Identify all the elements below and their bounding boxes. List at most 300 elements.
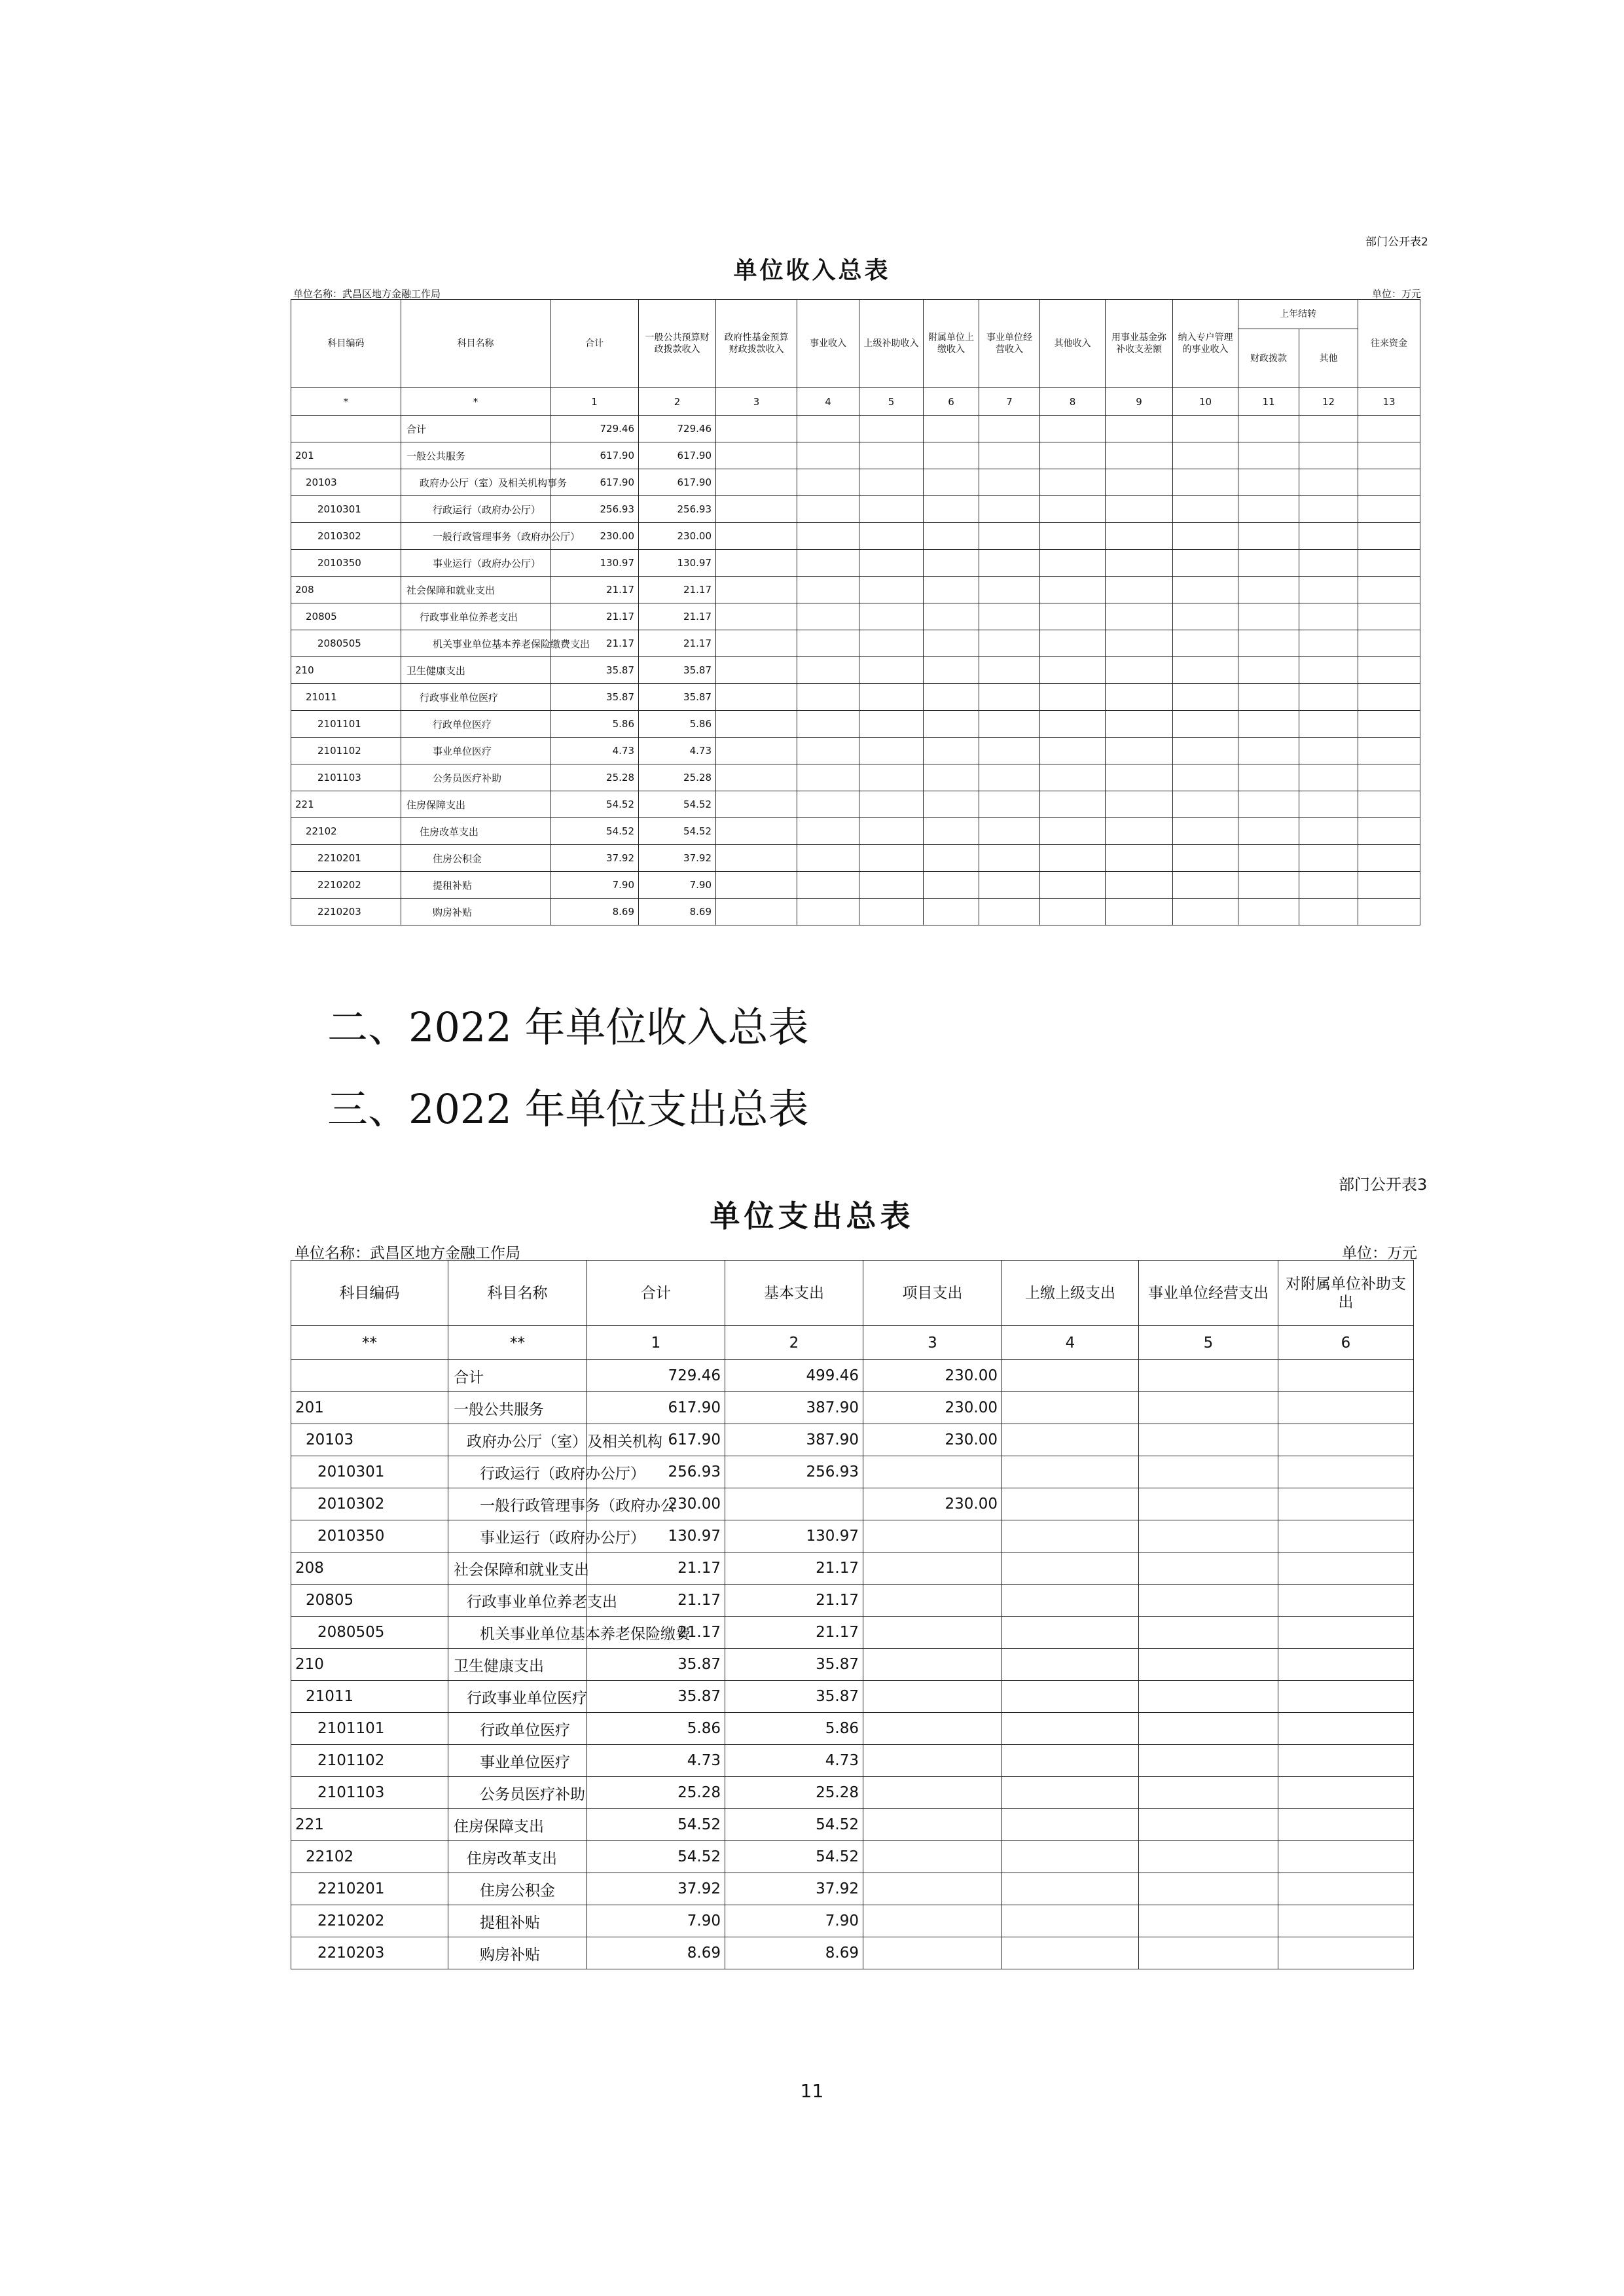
code-cell: 21011	[291, 684, 401, 711]
empty-cell	[1002, 1488, 1139, 1520]
project-cell	[863, 1649, 1002, 1681]
t1-header-total: 合计	[550, 300, 639, 388]
empty-cell	[1173, 550, 1238, 577]
name-cell: 事业运行（政府办公厅）	[401, 550, 550, 577]
empty-cell	[1002, 1649, 1139, 1681]
t1-header-group: 上年结转	[1238, 300, 1358, 329]
t2-index-row	[291, 1326, 1414, 1360]
table-row	[291, 469, 1420, 496]
name-cell: 一般行政管理事务（政府办公厅）	[401, 523, 550, 550]
empty-cell	[797, 603, 859, 630]
empty-cell	[1238, 469, 1299, 496]
empty-cell	[1238, 791, 1299, 818]
t2-header-total: 合计	[587, 1261, 725, 1326]
empty-cell	[979, 442, 1040, 469]
project-cell	[863, 1745, 1002, 1777]
empty-cell	[1278, 1585, 1414, 1617]
empty-cell	[1299, 899, 1358, 925]
empty-cell	[979, 577, 1040, 603]
empty-cell	[1106, 577, 1173, 603]
table-row	[291, 1360, 1414, 1392]
empty-cell	[1299, 657, 1358, 684]
name-cell: 购房补贴	[448, 1937, 587, 1969]
empty-cell	[1358, 872, 1420, 899]
t2-header-project: 项目支出	[863, 1261, 1002, 1326]
empty-cell	[716, 845, 797, 872]
empty-cell	[1299, 416, 1358, 442]
total-cell: 729.46	[550, 416, 639, 442]
t1-index-cell: *	[291, 388, 401, 416]
table2-unit: 单位：万元	[1342, 1245, 1417, 1262]
empty-cell	[1106, 711, 1173, 738]
empty-cell	[1358, 684, 1420, 711]
empty-cell	[1358, 899, 1420, 925]
general-budget-cell: 21.17	[639, 577, 716, 603]
table-row	[291, 496, 1420, 523]
basic-cell: 54.52	[725, 1809, 863, 1841]
total-cell: 130.97	[550, 550, 639, 577]
empty-cell	[924, 603, 979, 630]
empty-cell	[716, 711, 797, 738]
empty-cell	[1040, 657, 1106, 684]
empty-cell	[859, 872, 924, 899]
table1-unit: 单位：万元	[1372, 288, 1422, 300]
general-budget-cell: 54.52	[639, 791, 716, 818]
total-cell: 21.17	[550, 577, 639, 603]
empty-cell	[979, 711, 1040, 738]
empty-cell	[1238, 416, 1299, 442]
code-cell: 20805	[291, 603, 401, 630]
t1-header-c9: 用事业基金弥补收支差额	[1106, 300, 1173, 388]
empty-cell	[924, 496, 979, 523]
code-cell: 2210201	[291, 1873, 448, 1905]
empty-cell	[979, 657, 1040, 684]
empty-cell	[1040, 684, 1106, 711]
empty-cell	[924, 872, 979, 899]
table-row	[291, 1713, 1414, 1745]
basic-cell: 7.90	[725, 1905, 863, 1937]
name-cell: 社会保障和就业支出	[448, 1552, 587, 1585]
basic-cell	[725, 1488, 863, 1520]
code-cell: 2101101	[291, 711, 401, 738]
code-cell: 221	[291, 1809, 448, 1841]
empty-cell	[1139, 1809, 1278, 1841]
total-cell: 230.00	[550, 523, 639, 550]
empty-cell	[1173, 845, 1238, 872]
name-cell: 提租补贴	[401, 872, 550, 899]
total-cell: 25.28	[550, 764, 639, 791]
empty-cell	[797, 845, 859, 872]
name-cell: 行政运行（政府办公厅）	[448, 1456, 587, 1488]
table1-title: 单位收入总表	[733, 257, 891, 284]
empty-cell	[1106, 764, 1173, 791]
name-cell: 行政运行（政府办公厅）	[401, 496, 550, 523]
empty-cell	[979, 845, 1040, 872]
general-budget-cell: 21.17	[639, 630, 716, 657]
empty-cell	[1238, 523, 1299, 550]
code-cell: 2101102	[291, 1745, 448, 1777]
empty-cell	[859, 469, 924, 496]
empty-cell	[1002, 1905, 1139, 1937]
empty-cell	[1278, 1552, 1414, 1585]
empty-cell	[1139, 1520, 1278, 1552]
table-row	[291, 1552, 1414, 1585]
project-cell	[863, 1873, 1002, 1905]
name-cell: 公务员医疗补助	[401, 764, 550, 791]
empty-cell	[1358, 657, 1420, 684]
t1-header-c13: 往来资金	[1358, 300, 1420, 388]
empty-cell	[1173, 442, 1238, 469]
table-row	[291, 845, 1420, 872]
total-cell: 8.69	[587, 1937, 725, 1969]
empty-cell	[924, 818, 979, 845]
total-cell: 729.46	[587, 1360, 725, 1392]
empty-cell	[1299, 872, 1358, 899]
code-cell	[291, 416, 401, 442]
empty-cell	[797, 630, 859, 657]
empty-cell	[1173, 738, 1238, 764]
project-cell: 230.00	[863, 1424, 1002, 1456]
code-cell: 208	[291, 1552, 448, 1585]
empty-cell	[1002, 1392, 1139, 1424]
total-cell: 25.28	[587, 1777, 725, 1809]
empty-cell	[859, 630, 924, 657]
empty-cell	[1299, 818, 1358, 845]
empty-cell	[1106, 738, 1173, 764]
empty-cell	[1278, 1809, 1414, 1841]
project-cell	[863, 1585, 1002, 1617]
empty-cell	[1106, 845, 1173, 872]
table2-title: 单位支出总表	[710, 1198, 914, 1234]
table-row	[291, 738, 1420, 764]
t2-index-cell: 5	[1139, 1326, 1278, 1360]
general-budget-cell: 37.92	[639, 845, 716, 872]
total-cell: 4.73	[587, 1745, 725, 1777]
code-cell: 2080505	[291, 1617, 448, 1649]
table2-tag: 部门公开表3	[1339, 1175, 1428, 1194]
table-row	[291, 1520, 1414, 1552]
empty-cell	[1358, 496, 1420, 523]
basic-cell: 21.17	[725, 1585, 863, 1617]
general-budget-cell: 4.73	[639, 738, 716, 764]
empty-cell	[1299, 711, 1358, 738]
empty-cell	[979, 523, 1040, 550]
section-heading-2: 二、2022 年单位收入总表	[327, 1003, 809, 1051]
empty-cell	[797, 684, 859, 711]
name-cell: 购房补贴	[401, 899, 550, 925]
empty-cell	[1040, 603, 1106, 630]
table-row	[291, 872, 1420, 899]
general-budget-cell: 256.93	[639, 496, 716, 523]
empty-cell	[1106, 469, 1173, 496]
empty-cell	[1358, 711, 1420, 738]
empty-cell	[1002, 1424, 1139, 1456]
table1-tag: 部门公开表2	[1365, 236, 1428, 249]
table-row	[291, 1809, 1414, 1841]
empty-cell	[1139, 1552, 1278, 1585]
total-cell: 21.17	[587, 1585, 725, 1617]
empty-cell	[1238, 684, 1299, 711]
basic-cell: 25.28	[725, 1777, 863, 1809]
empty-cell	[1106, 872, 1173, 899]
empty-cell	[859, 845, 924, 872]
empty-cell	[1358, 603, 1420, 630]
table-row	[291, 764, 1420, 791]
empty-cell	[859, 603, 924, 630]
code-cell: 210	[291, 1649, 448, 1681]
empty-cell	[1002, 1360, 1139, 1392]
table-row	[291, 1649, 1414, 1681]
t1-index-cell: 13	[1358, 388, 1420, 416]
table-row	[291, 684, 1420, 711]
empty-cell	[797, 899, 859, 925]
empty-cell	[1358, 845, 1420, 872]
table-row	[291, 1585, 1414, 1617]
general-budget-cell: 21.17	[639, 603, 716, 630]
empty-cell	[716, 523, 797, 550]
project-cell	[863, 1617, 1002, 1649]
empty-cell	[924, 791, 979, 818]
empty-cell	[716, 577, 797, 603]
t1-header-c5: 上级补助收入	[859, 300, 924, 388]
t2-header-basic: 基本支出	[725, 1261, 863, 1326]
empty-cell	[797, 469, 859, 496]
empty-cell	[1173, 872, 1238, 899]
empty-cell	[1299, 550, 1358, 577]
empty-cell	[1139, 1905, 1278, 1937]
basic-cell: 37.92	[725, 1873, 863, 1905]
empty-cell	[797, 791, 859, 818]
project-cell	[863, 1937, 1002, 1969]
empty-cell	[859, 550, 924, 577]
code-cell: 2101103	[291, 764, 401, 791]
empty-cell	[1238, 442, 1299, 469]
empty-cell	[1299, 764, 1358, 791]
empty-cell	[1358, 818, 1420, 845]
name-cell: 卫生健康支出	[401, 657, 550, 684]
name-cell: 住房保障支出	[401, 791, 550, 818]
empty-cell	[797, 577, 859, 603]
empty-cell	[1358, 791, 1420, 818]
name-cell: 行政单位医疗	[401, 711, 550, 738]
table-row	[291, 711, 1420, 738]
total-cell: 37.92	[587, 1873, 725, 1905]
empty-cell	[1002, 1841, 1139, 1873]
empty-cell	[979, 416, 1040, 442]
basic-cell: 499.46	[725, 1360, 863, 1392]
empty-cell	[1002, 1713, 1139, 1745]
empty-cell	[979, 550, 1040, 577]
empty-cell	[1299, 791, 1358, 818]
empty-cell	[979, 738, 1040, 764]
empty-cell	[1040, 469, 1106, 496]
empty-cell	[1173, 469, 1238, 496]
empty-cell	[1278, 1713, 1414, 1745]
t2-index-cell: 3	[863, 1326, 1002, 1360]
t1-index-cell: 9	[1106, 388, 1173, 416]
total-cell: 21.17	[550, 603, 639, 630]
t1-header-c11: 财政拨款	[1238, 329, 1299, 388]
empty-cell	[979, 684, 1040, 711]
empty-cell	[924, 442, 979, 469]
code-cell: 208	[291, 577, 401, 603]
t2-header-code: 科目编码	[291, 1261, 448, 1326]
empty-cell	[1299, 738, 1358, 764]
empty-cell	[1002, 1937, 1139, 1969]
total-cell: 617.90	[550, 442, 639, 469]
code-cell: 22102	[291, 1841, 448, 1873]
table-row	[291, 416, 1420, 442]
empty-cell	[1238, 657, 1299, 684]
table-row	[291, 791, 1420, 818]
table2-unit-name: 单位名称：武昌区地方金融工作局	[295, 1245, 520, 1262]
total-cell: 5.86	[587, 1713, 725, 1745]
basic-cell: 21.17	[725, 1617, 863, 1649]
t1-index-cell: 12	[1299, 388, 1358, 416]
code-cell: 2010350	[291, 1520, 448, 1552]
empty-cell	[1238, 872, 1299, 899]
empty-cell	[1278, 1681, 1414, 1713]
name-cell: 事业单位医疗	[448, 1745, 587, 1777]
empty-cell	[797, 416, 859, 442]
name-cell: 政府办公厅（室）及相关机构事务	[401, 469, 550, 496]
empty-cell	[1106, 818, 1173, 845]
name-cell: 住房改革支出	[448, 1841, 587, 1873]
empty-cell	[1238, 764, 1299, 791]
empty-cell	[1238, 550, 1299, 577]
empty-cell	[859, 416, 924, 442]
general-budget-cell: 729.46	[639, 416, 716, 442]
empty-cell	[1358, 577, 1420, 603]
code-cell: 221	[291, 791, 401, 818]
empty-cell	[1238, 845, 1299, 872]
empty-cell	[1238, 630, 1299, 657]
total-cell: 35.87	[587, 1681, 725, 1713]
empty-cell	[1358, 469, 1420, 496]
t2-header-c6: 对附属单位补助支出	[1278, 1261, 1414, 1326]
empty-cell	[859, 818, 924, 845]
t1-index-cell: 4	[797, 388, 859, 416]
empty-cell	[1139, 1617, 1278, 1649]
empty-cell	[1002, 1585, 1139, 1617]
empty-cell	[1139, 1937, 1278, 1969]
empty-cell	[1002, 1456, 1139, 1488]
empty-cell	[1002, 1809, 1139, 1841]
t2-index-cell: **	[291, 1326, 448, 1360]
t1-header-c3: 政府性基金预算财政拨款收入	[716, 300, 797, 388]
empty-cell	[1106, 442, 1173, 469]
code-cell	[291, 1360, 448, 1392]
empty-cell	[1173, 496, 1238, 523]
empty-cell	[1278, 1520, 1414, 1552]
project-cell	[863, 1905, 1002, 1937]
empty-cell	[1238, 738, 1299, 764]
code-cell: 2010350	[291, 550, 401, 577]
name-cell: 行政事业单位养老支出	[448, 1585, 587, 1617]
t1-header-c10: 纳入专户管理的事业收入	[1173, 300, 1238, 388]
empty-cell	[1278, 1777, 1414, 1809]
code-cell: 22102	[291, 818, 401, 845]
t1-header-c6: 附属单位上缴收入	[924, 300, 979, 388]
empty-cell	[1106, 657, 1173, 684]
total-cell: 54.52	[550, 791, 639, 818]
empty-cell	[1173, 791, 1238, 818]
name-cell: 一般行政管理事务（政府办公	[448, 1488, 587, 1520]
t1-index-cell: 1	[550, 388, 639, 416]
basic-cell: 5.86	[725, 1713, 863, 1745]
general-budget-cell: 617.90	[639, 442, 716, 469]
empty-cell	[1358, 738, 1420, 764]
empty-cell	[1238, 899, 1299, 925]
table-row	[291, 1745, 1414, 1777]
empty-cell	[1139, 1745, 1278, 1777]
empty-cell	[797, 550, 859, 577]
empty-cell	[924, 577, 979, 603]
t1-index-cell: 2	[639, 388, 716, 416]
empty-cell	[1358, 416, 1420, 442]
empty-cell	[797, 442, 859, 469]
table-row	[291, 818, 1420, 845]
name-cell: 行政单位医疗	[448, 1713, 587, 1745]
name-cell: 合计	[448, 1360, 587, 1392]
income-summary-table	[291, 299, 1420, 925]
empty-cell	[1002, 1617, 1139, 1649]
empty-cell	[716, 550, 797, 577]
table-row	[291, 630, 1420, 657]
empty-cell	[1299, 630, 1358, 657]
t1-header-code: 科目编码	[291, 300, 401, 388]
name-cell: 行政事业单位医疗	[448, 1681, 587, 1713]
empty-cell	[1139, 1649, 1278, 1681]
name-cell: 机关事业单位基本养老保险缴费	[448, 1617, 587, 1649]
name-cell: 住房公积金	[448, 1873, 587, 1905]
project-cell	[863, 1681, 1002, 1713]
empty-cell	[1358, 523, 1420, 550]
general-budget-cell: 35.87	[639, 684, 716, 711]
empty-cell	[924, 899, 979, 925]
total-cell: 230.00	[587, 1488, 725, 1520]
general-budget-cell: 8.69	[639, 899, 716, 925]
total-cell: 256.93	[550, 496, 639, 523]
empty-cell	[1173, 711, 1238, 738]
empty-cell	[1278, 1360, 1414, 1392]
general-budget-cell: 7.90	[639, 872, 716, 899]
code-cell: 20103	[291, 469, 401, 496]
name-cell: 住房公积金	[401, 845, 550, 872]
table-row	[291, 1392, 1414, 1424]
empty-cell	[1299, 496, 1358, 523]
empty-cell	[1173, 818, 1238, 845]
empty-cell	[1002, 1552, 1139, 1585]
total-cell: 7.90	[587, 1905, 725, 1937]
empty-cell	[1278, 1392, 1414, 1424]
basic-cell: 35.87	[725, 1649, 863, 1681]
empty-cell	[1040, 764, 1106, 791]
empty-cell	[1358, 550, 1420, 577]
table-row	[291, 1937, 1414, 1969]
empty-cell	[1173, 764, 1238, 791]
basic-cell: 130.97	[725, 1520, 863, 1552]
code-cell: 201	[291, 1392, 448, 1424]
t1-index-cell: 8	[1040, 388, 1106, 416]
name-cell: 政府办公厅（室）及相关机构	[448, 1424, 587, 1456]
empty-cell	[1358, 442, 1420, 469]
total-cell: 7.90	[550, 872, 639, 899]
empty-cell	[716, 469, 797, 496]
name-cell: 一般公共服务	[448, 1392, 587, 1424]
empty-cell	[1238, 577, 1299, 603]
code-cell: 2210203	[291, 899, 401, 925]
